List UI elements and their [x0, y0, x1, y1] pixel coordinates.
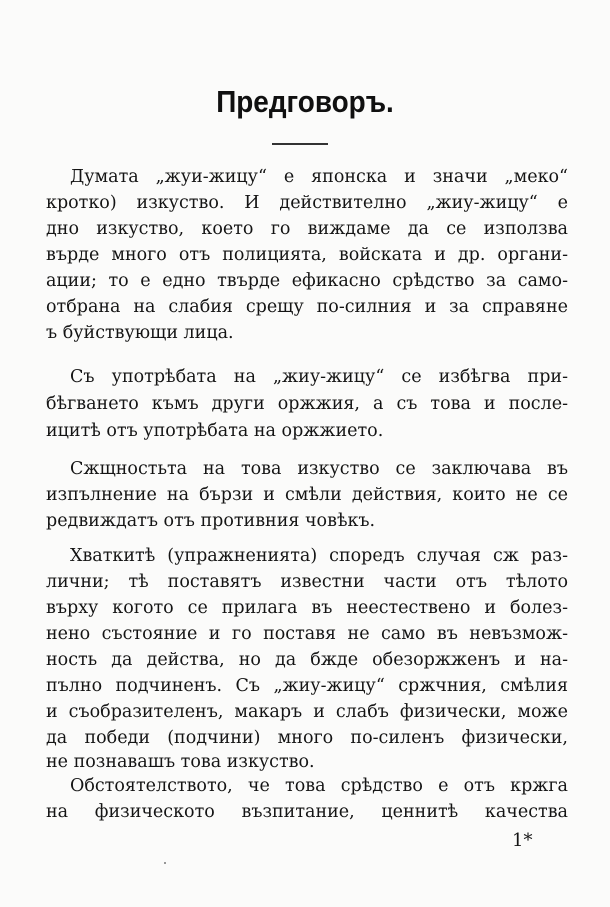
text-line: върху когото се прилага въ неестествено и болез- — [46, 598, 568, 618]
text-line: отбрана на слабия срещу по-силния и за справяне — [46, 297, 568, 317]
text-line: не познавашъ това изкуство. — [46, 752, 315, 772]
text-line: на физическото възпитание, ценнитѣ качества — [46, 802, 568, 822]
text-line: ации; то е едно твърде ефикасно срѣдство за само- — [46, 271, 568, 291]
text-line: ность да действа, но да бжде обезоржженъ и на- — [46, 650, 568, 670]
title-underline — [272, 143, 328, 145]
text-line: Обстоятелството, че това срѣдство е отъ кржга — [70, 776, 568, 796]
page-number: 1* — [512, 830, 533, 851]
page-title: Предговоръ. — [216, 84, 394, 119]
text-line: ъ буйствующи лица. — [46, 323, 234, 343]
text-line: Хваткитѣ (упражненията) споредъ случая сж раз- — [70, 546, 568, 566]
print-speck — [164, 862, 166, 864]
text-line: изпълнение на бързи и смѣли действия, които не се — [46, 485, 568, 505]
text-line: да победи (подчини) много по-силенъ физически, — [46, 728, 568, 748]
text-line: Думата „жуи-жицу“ е японска и значи „меко“ — [70, 167, 568, 187]
text-line: Сжщностьта на това изкуство се заключава въ — [70, 459, 568, 479]
text-line: Съ употрѣбата на „жиу-жицу“ се избѣгва при- — [70, 367, 568, 387]
text-line: и съобразителенъ, макаръ и слабъ физически, може — [46, 702, 568, 722]
text-line: бѣгването къмъ други оржжия, а съ това и после- — [46, 394, 568, 414]
text-line: ицитѣ отъ употрѣбата на оржжието. — [46, 421, 384, 441]
text-line: дно изкуство, което го виждаме да се използва — [46, 219, 568, 239]
text-line: пълно подчиненъ. Съ „жиу-жицу“ сржчния, смѣлия — [46, 676, 568, 696]
text-line: нено състояние и го поставя не само въ невъзмож- — [46, 624, 568, 644]
text-line: лични; тѣ поставятъ известни части отъ тѣлото — [46, 572, 568, 592]
text-line: кротко) изкуство. И действително „жиу-жицу“ е — [46, 193, 568, 213]
text-line: редвиждатъ отъ противния човѣкъ. — [46, 511, 376, 531]
text-line: върде много отъ полицията, войската и др. органи- — [46, 245, 568, 265]
